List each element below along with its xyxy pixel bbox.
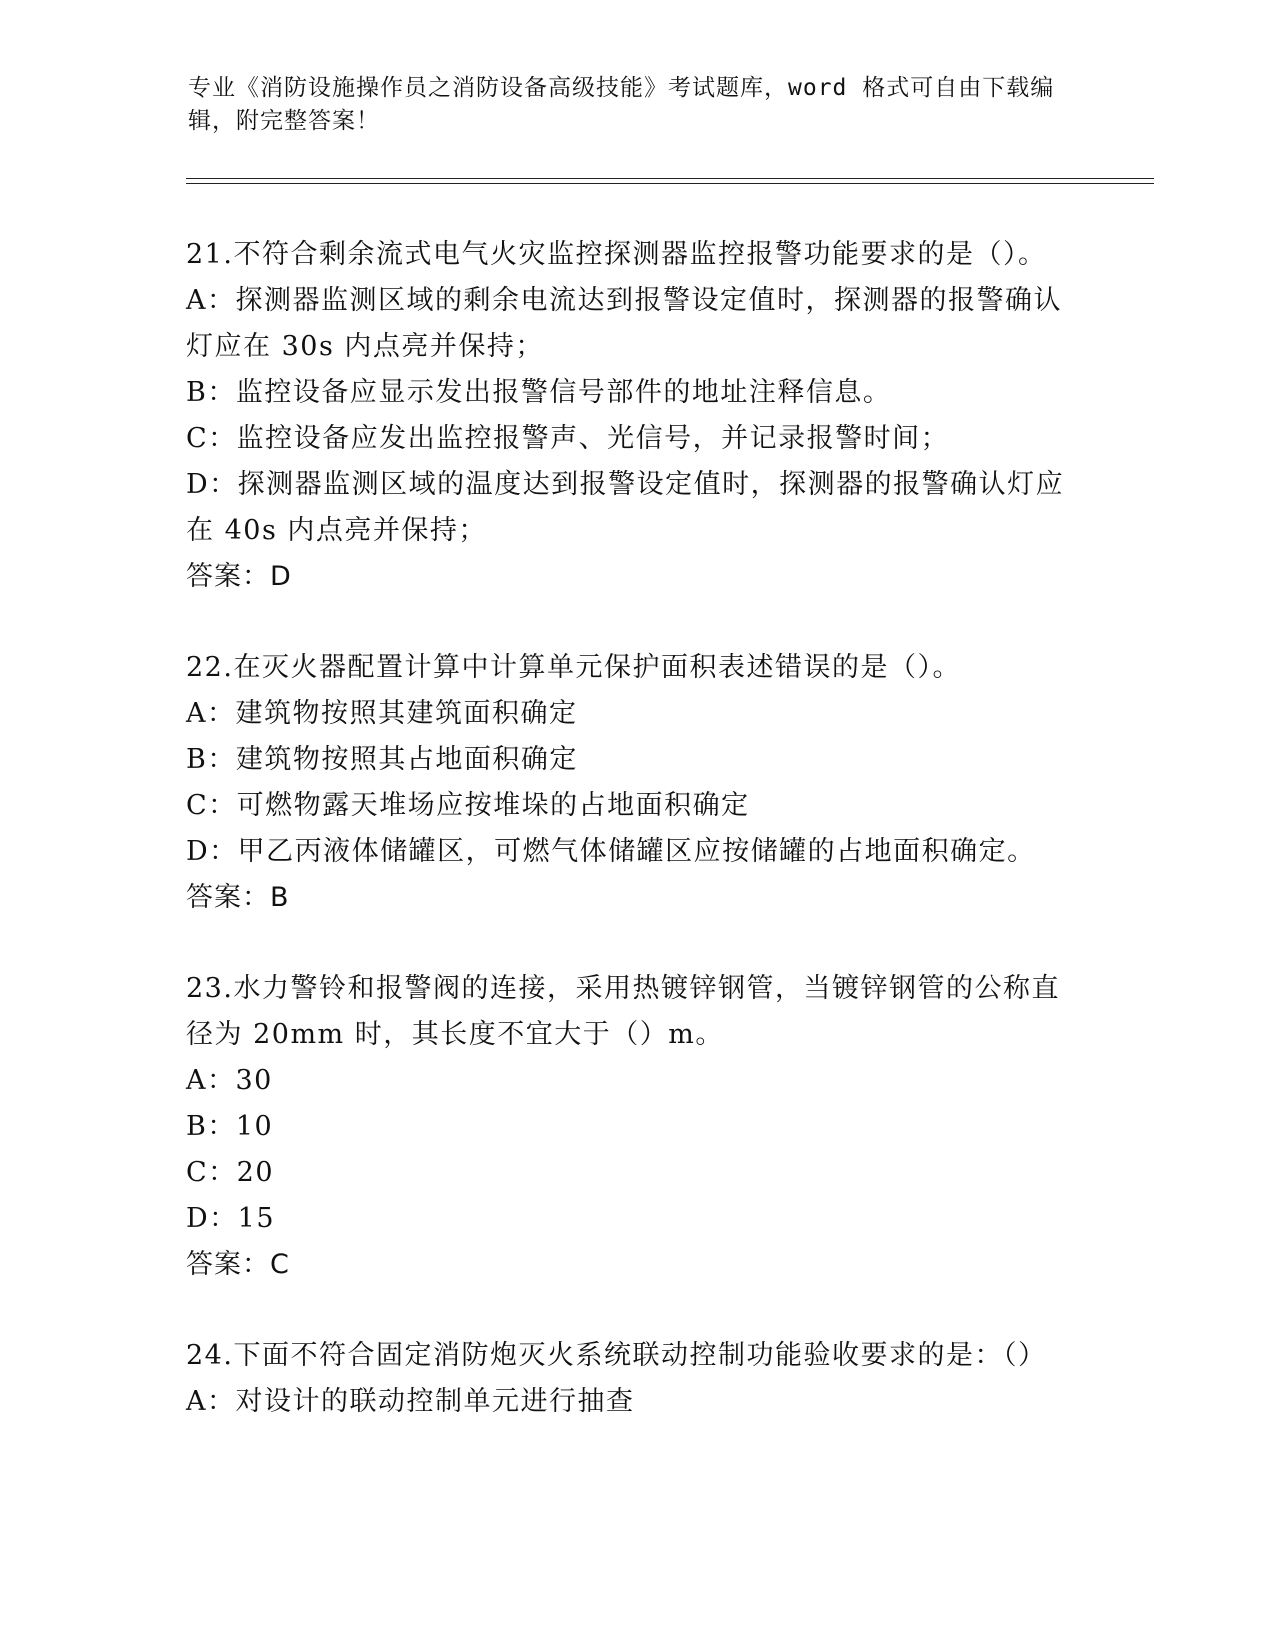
answer: 答案：B [186,882,290,913]
option-a: A：对设计的联动控制单元进行抽查 [186,1386,635,1417]
header-rule-bottom [186,183,1154,184]
question-23 [186,966,1086,1288]
option-a-line-1: A：探测器监测区域的剩余电流达到报警设定值时，探测器的报警确认 [186,285,1062,316]
option-a: A：30 [186,1065,273,1096]
header-line-2: 辑，附完整答案！ [188,108,380,134]
question-21 [186,232,1086,600]
option-c: C：可燃物露天堆场应按堆垛的占地面积确定 [186,790,750,821]
question-stem: 22.在灭火器配置计算中计算单元保护面积表述错误的是（）。 [186,652,961,683]
option-b: B：监控设备应显示发出报警信号部件的地址注释信息。 [186,377,892,408]
option-d-line-2: 在 40s 内点亮并保持； [186,515,487,546]
question-24 [186,1333,1086,1425]
option-a: A：建筑物按照其建筑面积确定 [186,698,578,729]
answer: 答案：C [186,1249,290,1280]
question-stem-line-1: 23.水力警铃和报警阀的连接，采用热镀锌钢管，当镀锌钢管的公称直 [186,973,1060,1004]
option-a-line-2: 灯应在 30s 内点亮并保持； [186,331,544,362]
option-b: B：建筑物按照其占地面积确定 [186,744,578,775]
header-rule-top [186,178,1154,179]
option-d: D：15 [186,1203,276,1234]
answer: 答案：D [186,561,292,592]
option-d-line-1: D：探测器监测区域的温度达到报警设定值时，探测器的报警确认灯应 [186,469,1065,500]
option-c: C：20 [186,1157,275,1188]
question-stem-line-2: 径为 20mm 时，其长度不宜大于（）m。 [186,1019,724,1050]
question-22 [186,645,1086,921]
option-c: C：监控设备应发出监控报警声、光信号，并记录报警时间； [186,423,950,454]
document-header [188,72,1068,138]
header-line-1: 专业《消防设施操作员之消防设备高级技能》考试题库，word 格式可自由下载编 [188,75,1055,101]
option-d: D：甲乙丙液体储罐区，可燃气体储罐区应按储罐的占地面积确定。 [186,836,1036,867]
question-stem: 21.不符合剩余流式电气火灾监控探测器监控报警功能要求的是（）。 [186,239,1047,270]
option-b: B：10 [186,1111,274,1142]
question-stem: 24.下面不符合固定消防炮灭火系统联动控制功能验收要求的是：（） [186,1340,1047,1371]
